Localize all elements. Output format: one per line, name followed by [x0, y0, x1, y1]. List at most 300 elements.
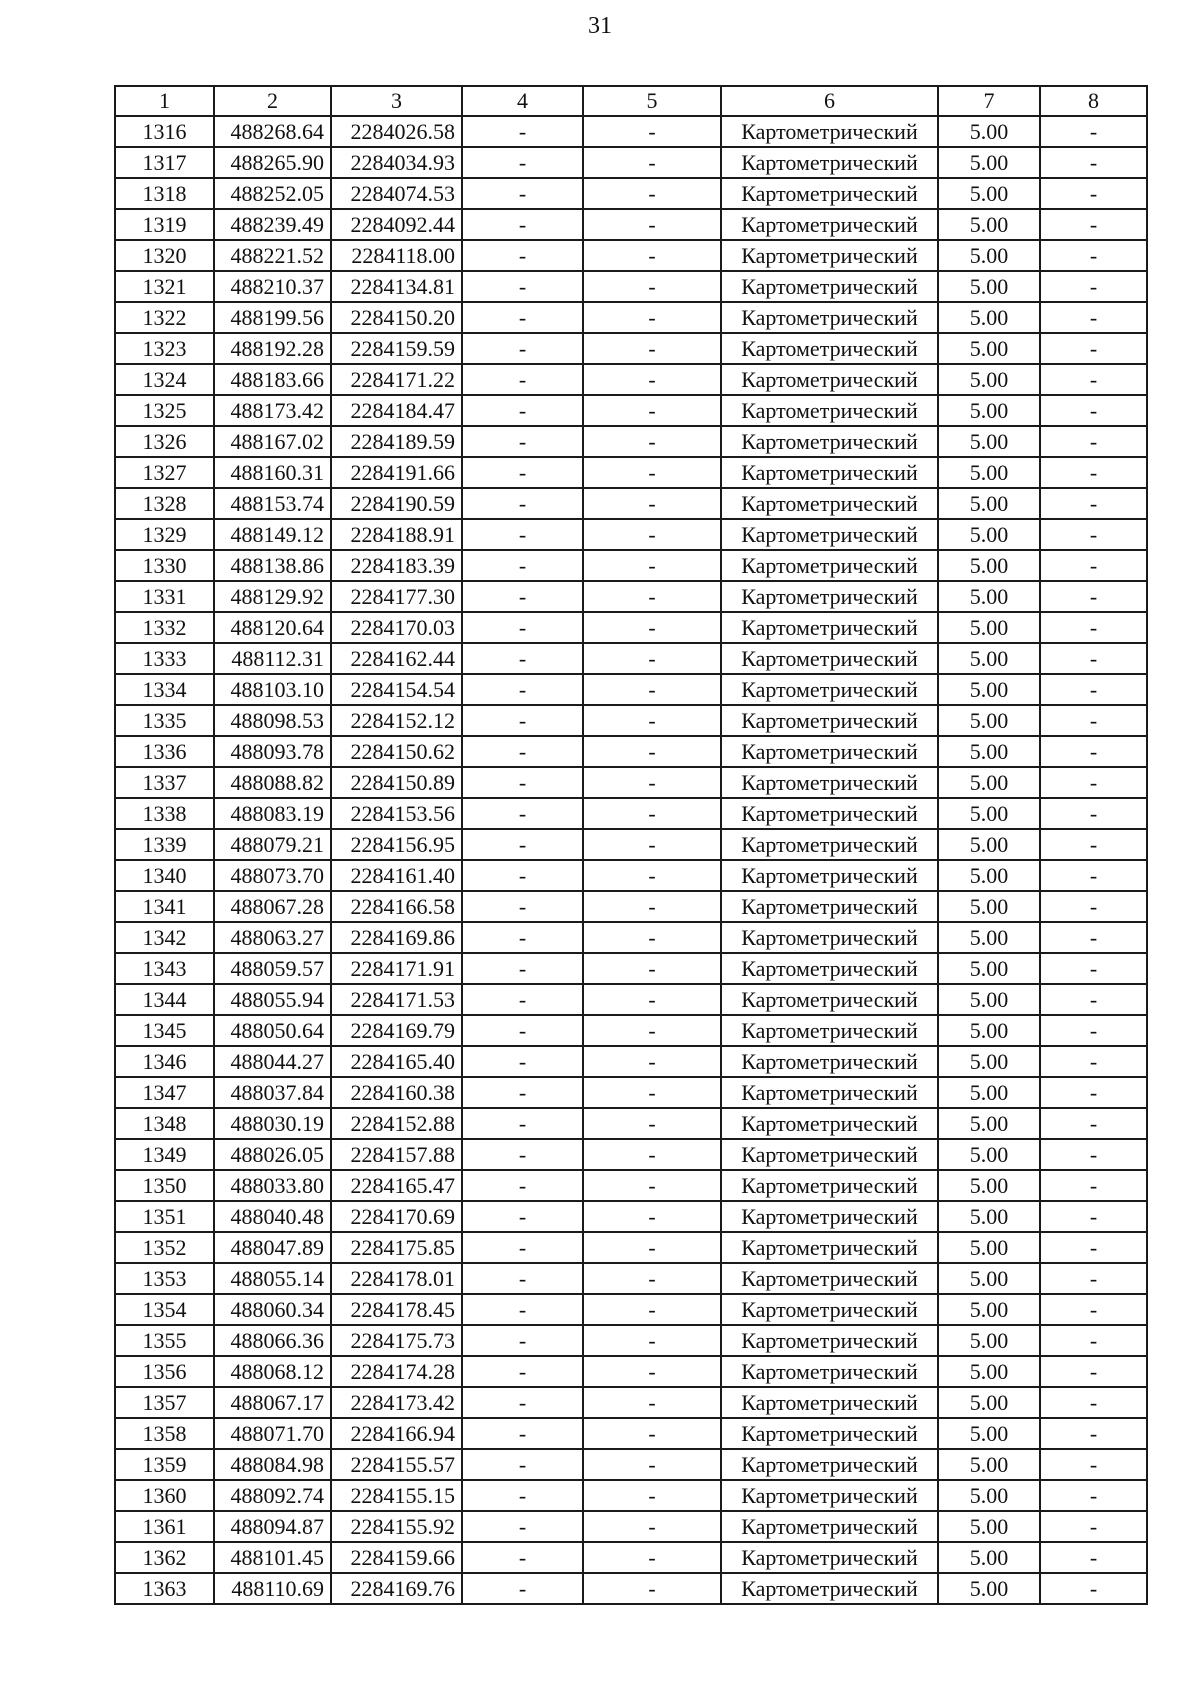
point-number-cell: 1328	[115, 488, 214, 519]
method-cell: Картометрический	[721, 178, 938, 209]
col-4-value-cell: -	[462, 333, 583, 364]
col-4-value-cell: -	[462, 1418, 583, 1449]
y-coordinate-cell: 2284171.22	[331, 364, 462, 395]
accuracy-cell: 5.00	[938, 1201, 1040, 1232]
method-cell: Картометрический	[721, 1511, 938, 1542]
col-5-value-cell: -	[583, 178, 721, 209]
col-8-value-cell: -	[1040, 643, 1147, 674]
col-5-value-cell: -	[583, 1015, 721, 1046]
table-row	[115, 829, 1147, 860]
method-cell: Картометрический	[721, 581, 938, 612]
x-coordinate-cell: 488183.66	[214, 364, 331, 395]
table-row	[115, 1046, 1147, 1077]
x-coordinate-cell: 488221.52	[214, 240, 331, 271]
accuracy-cell: 5.00	[938, 953, 1040, 984]
col-5-value-cell: -	[583, 1294, 721, 1325]
accuracy-cell: 5.00	[938, 1418, 1040, 1449]
col-5-value-cell: -	[583, 798, 721, 829]
accuracy-cell: 5.00	[938, 178, 1040, 209]
col-5-value-cell: -	[583, 147, 721, 178]
table-row	[115, 395, 1147, 426]
accuracy-cell: 5.00	[938, 302, 1040, 333]
method-cell: Картометрический	[721, 860, 938, 891]
method-cell: Картометрический	[721, 426, 938, 457]
point-number-cell: 1362	[115, 1542, 214, 1573]
point-number-cell: 1354	[115, 1294, 214, 1325]
x-coordinate-cell: 488088.82	[214, 767, 331, 798]
y-coordinate-cell: 2284160.38	[331, 1077, 462, 1108]
method-cell: Картометрический	[721, 333, 938, 364]
col-8-value-cell: -	[1040, 798, 1147, 829]
point-number-cell: 1348	[115, 1108, 214, 1139]
point-number-cell: 1324	[115, 364, 214, 395]
x-coordinate-cell: 488239.49	[214, 209, 331, 240]
point-number-cell: 1358	[115, 1418, 214, 1449]
col-4-value-cell: -	[462, 488, 583, 519]
col-4-value-cell: -	[462, 1294, 583, 1325]
point-number-cell: 1320	[115, 240, 214, 271]
col-5-value-cell: -	[583, 829, 721, 860]
col-8-value-cell: -	[1040, 1418, 1147, 1449]
method-cell: Картометрический	[721, 1201, 938, 1232]
col-8-value-cell: -	[1040, 240, 1147, 271]
col-5-value-cell: -	[583, 1573, 721, 1604]
col-8-value-cell: -	[1040, 1263, 1147, 1294]
method-cell: Картометрический	[721, 891, 938, 922]
col-5-value-cell: -	[583, 271, 721, 302]
point-number-cell: 1360	[115, 1480, 214, 1511]
table-row	[115, 1511, 1147, 1542]
table-row	[115, 364, 1147, 395]
y-coordinate-cell: 2284174.28	[331, 1356, 462, 1387]
col-8-value-cell: -	[1040, 147, 1147, 178]
accuracy-cell: 5.00	[938, 395, 1040, 426]
col-4-value-cell: -	[462, 178, 583, 209]
method-cell: Картометрический	[721, 1263, 938, 1294]
col-4-value-cell: -	[462, 302, 583, 333]
point-number-cell: 1330	[115, 550, 214, 581]
col-8-value-cell: -	[1040, 1480, 1147, 1511]
y-coordinate-cell: 2284074.53	[331, 178, 462, 209]
col-4-value-cell: -	[462, 798, 583, 829]
col-8-value-cell: -	[1040, 1232, 1147, 1263]
y-coordinate-cell: 2284159.66	[331, 1542, 462, 1573]
col-8-value-cell: -	[1040, 116, 1147, 147]
col-5-value-cell: -	[583, 209, 721, 240]
col-8-value-cell: -	[1040, 829, 1147, 860]
col-4-value-cell: -	[462, 1201, 583, 1232]
col-4-value-cell: -	[462, 1511, 583, 1542]
accuracy-cell: 5.00	[938, 581, 1040, 612]
col-4-value-cell: -	[462, 364, 583, 395]
col-4-value-cell: -	[462, 1170, 583, 1201]
x-coordinate-cell: 488167.02	[214, 426, 331, 457]
table-row	[115, 674, 1147, 705]
point-number-cell: 1332	[115, 612, 214, 643]
y-coordinate-cell: 2284153.56	[331, 798, 462, 829]
col-5-value-cell: -	[583, 1108, 721, 1139]
col-4-value-cell: -	[462, 1263, 583, 1294]
x-coordinate-cell: 488084.98	[214, 1449, 331, 1480]
point-number-cell: 1335	[115, 705, 214, 736]
table-row	[115, 643, 1147, 674]
accuracy-cell: 5.00	[938, 1449, 1040, 1480]
header-cell: 6	[721, 86, 938, 116]
y-coordinate-cell: 2284190.59	[331, 488, 462, 519]
header-cell: 4	[462, 86, 583, 116]
method-cell: Картометрический	[721, 1573, 938, 1604]
method-cell: Картометрический	[721, 1139, 938, 1170]
col-5-value-cell: -	[583, 302, 721, 333]
header-cell: 7	[938, 86, 1040, 116]
method-cell: Картометрический	[721, 302, 938, 333]
point-number-cell: 1352	[115, 1232, 214, 1263]
col-5-value-cell: -	[583, 116, 721, 147]
table-row	[115, 519, 1147, 550]
accuracy-cell: 5.00	[938, 209, 1040, 240]
col-8-value-cell: -	[1040, 1449, 1147, 1480]
y-coordinate-cell: 2284184.47	[331, 395, 462, 426]
x-coordinate-cell: 488071.70	[214, 1418, 331, 1449]
method-cell: Картометрический	[721, 705, 938, 736]
x-coordinate-cell: 488092.74	[214, 1480, 331, 1511]
x-coordinate-cell: 488160.31	[214, 457, 331, 488]
x-coordinate-cell: 488055.94	[214, 984, 331, 1015]
header-cell: 2	[214, 86, 331, 116]
table-row	[115, 1077, 1147, 1108]
point-number-cell: 1336	[115, 736, 214, 767]
y-coordinate-cell: 2284175.73	[331, 1325, 462, 1356]
x-coordinate-cell: 488055.14	[214, 1263, 331, 1294]
col-4-value-cell: -	[462, 426, 583, 457]
y-coordinate-cell: 2284165.47	[331, 1170, 462, 1201]
x-coordinate-cell: 488040.48	[214, 1201, 331, 1232]
col-5-value-cell: -	[583, 860, 721, 891]
accuracy-cell: 5.00	[938, 550, 1040, 581]
col-4-value-cell: -	[462, 1449, 583, 1480]
x-coordinate-cell: 488101.45	[214, 1542, 331, 1573]
col-8-value-cell: -	[1040, 674, 1147, 705]
col-8-value-cell: -	[1040, 1573, 1147, 1604]
x-coordinate-cell: 488192.28	[214, 333, 331, 364]
header-cell: 1	[115, 86, 214, 116]
col-8-value-cell: -	[1040, 1511, 1147, 1542]
accuracy-cell: 5.00	[938, 1387, 1040, 1418]
x-coordinate-cell: 488110.69	[214, 1573, 331, 1604]
x-coordinate-cell: 488120.64	[214, 612, 331, 643]
col-5-value-cell: -	[583, 1077, 721, 1108]
method-cell: Картометрический	[721, 798, 938, 829]
y-coordinate-cell: 2284159.59	[331, 333, 462, 364]
y-coordinate-cell: 2284155.92	[331, 1511, 462, 1542]
col-5-value-cell: -	[583, 364, 721, 395]
table-row	[115, 271, 1147, 302]
accuracy-cell: 5.00	[938, 1325, 1040, 1356]
col-5-value-cell: -	[583, 767, 721, 798]
point-number-cell: 1344	[115, 984, 214, 1015]
accuracy-cell: 5.00	[938, 767, 1040, 798]
col-8-value-cell: -	[1040, 922, 1147, 953]
col-8-value-cell: -	[1040, 1201, 1147, 1232]
col-4-value-cell: -	[462, 736, 583, 767]
point-number-cell: 1322	[115, 302, 214, 333]
table-row	[115, 767, 1147, 798]
accuracy-cell: 5.00	[938, 984, 1040, 1015]
col-4-value-cell: -	[462, 860, 583, 891]
point-number-cell: 1338	[115, 798, 214, 829]
x-coordinate-cell: 488252.05	[214, 178, 331, 209]
x-coordinate-cell: 488112.31	[214, 643, 331, 674]
x-coordinate-cell: 488059.57	[214, 953, 331, 984]
table-row	[115, 1418, 1147, 1449]
col-4-value-cell: -	[462, 1325, 583, 1356]
col-8-value-cell: -	[1040, 860, 1147, 891]
accuracy-cell: 5.00	[938, 829, 1040, 860]
method-cell: Картометрический	[721, 1170, 938, 1201]
col-5-value-cell: -	[583, 1170, 721, 1201]
method-cell: Картометрический	[721, 643, 938, 674]
col-4-value-cell: -	[462, 240, 583, 271]
method-cell: Картометрический	[721, 1108, 938, 1139]
accuracy-cell: 5.00	[938, 798, 1040, 829]
method-cell: Картометрический	[721, 147, 938, 178]
accuracy-cell: 5.00	[938, 519, 1040, 550]
col-5-value-cell: -	[583, 1449, 721, 1480]
accuracy-cell: 5.00	[938, 1356, 1040, 1387]
x-coordinate-cell: 488073.70	[214, 860, 331, 891]
col-4-value-cell: -	[462, 891, 583, 922]
col-4-value-cell: -	[462, 953, 583, 984]
point-number-cell: 1319	[115, 209, 214, 240]
x-coordinate-cell: 488149.12	[214, 519, 331, 550]
col-4-value-cell: -	[462, 1232, 583, 1263]
method-cell: Картометрический	[721, 1480, 938, 1511]
point-number-cell: 1326	[115, 426, 214, 457]
method-cell: Картометрический	[721, 1325, 938, 1356]
accuracy-cell: 5.00	[938, 674, 1040, 705]
y-coordinate-cell: 2284171.91	[331, 953, 462, 984]
y-coordinate-cell: 2284189.59	[331, 426, 462, 457]
method-cell: Картометрический	[721, 612, 938, 643]
col-8-value-cell: -	[1040, 1387, 1147, 1418]
accuracy-cell: 5.00	[938, 1542, 1040, 1573]
table-row	[115, 1542, 1147, 1573]
col-4-value-cell: -	[462, 674, 583, 705]
col-8-value-cell: -	[1040, 426, 1147, 457]
accuracy-cell: 5.00	[938, 1263, 1040, 1294]
col-5-value-cell: -	[583, 1232, 721, 1263]
point-number-cell: 1361	[115, 1511, 214, 1542]
method-cell: Картометрический	[721, 1015, 938, 1046]
col-5-value-cell: -	[583, 1542, 721, 1573]
method-cell: Картометрический	[721, 240, 938, 271]
method-cell: Картометрический	[721, 984, 938, 1015]
table-row	[115, 333, 1147, 364]
y-coordinate-cell: 2284175.85	[331, 1232, 462, 1263]
x-coordinate-cell: 488067.17	[214, 1387, 331, 1418]
table-row	[115, 1480, 1147, 1511]
col-4-value-cell: -	[462, 1480, 583, 1511]
y-coordinate-cell: 2284134.81	[331, 271, 462, 302]
x-coordinate-cell: 488063.27	[214, 922, 331, 953]
method-cell: Картометрический	[721, 550, 938, 581]
col-8-value-cell: -	[1040, 209, 1147, 240]
table-row	[115, 1263, 1147, 1294]
col-4-value-cell: -	[462, 1356, 583, 1387]
y-coordinate-cell: 2284152.12	[331, 705, 462, 736]
accuracy-cell: 5.00	[938, 426, 1040, 457]
x-coordinate-cell: 488094.87	[214, 1511, 331, 1542]
table-row	[115, 612, 1147, 643]
col-5-value-cell: -	[583, 426, 721, 457]
x-coordinate-cell: 488138.86	[214, 550, 331, 581]
col-4-value-cell: -	[462, 1542, 583, 1573]
x-coordinate-cell: 488129.92	[214, 581, 331, 612]
col-8-value-cell: -	[1040, 395, 1147, 426]
col-4-value-cell: -	[462, 705, 583, 736]
point-number-cell: 1355	[115, 1325, 214, 1356]
y-coordinate-cell: 2284178.45	[331, 1294, 462, 1325]
x-coordinate-cell: 488044.27	[214, 1046, 331, 1077]
y-coordinate-cell: 2284155.15	[331, 1480, 462, 1511]
col-5-value-cell: -	[583, 1263, 721, 1294]
method-cell: Картометрический	[721, 395, 938, 426]
x-coordinate-cell: 488047.89	[214, 1232, 331, 1263]
method-cell: Картометрический	[721, 922, 938, 953]
col-5-value-cell: -	[583, 1387, 721, 1418]
accuracy-cell: 5.00	[938, 860, 1040, 891]
point-number-cell: 1346	[115, 1046, 214, 1077]
col-4-value-cell: -	[462, 1387, 583, 1418]
col-8-value-cell: -	[1040, 1046, 1147, 1077]
table-row	[115, 550, 1147, 581]
y-coordinate-cell: 2284169.79	[331, 1015, 462, 1046]
point-number-cell: 1337	[115, 767, 214, 798]
accuracy-cell: 5.00	[938, 705, 1040, 736]
point-number-cell: 1329	[115, 519, 214, 550]
y-coordinate-cell: 2284166.94	[331, 1418, 462, 1449]
y-coordinate-cell: 2284154.54	[331, 674, 462, 705]
col-5-value-cell: -	[583, 457, 721, 488]
col-8-value-cell: -	[1040, 1015, 1147, 1046]
col-4-value-cell: -	[462, 116, 583, 147]
point-number-cell: 1349	[115, 1139, 214, 1170]
y-coordinate-cell: 2284166.58	[331, 891, 462, 922]
col-4-value-cell: -	[462, 519, 583, 550]
col-8-value-cell: -	[1040, 178, 1147, 209]
y-coordinate-cell: 2284150.89	[331, 767, 462, 798]
col-4-value-cell: -	[462, 1077, 583, 1108]
x-coordinate-cell: 488199.56	[214, 302, 331, 333]
point-number-cell: 1325	[115, 395, 214, 426]
col-5-value-cell: -	[583, 674, 721, 705]
col-5-value-cell: -	[583, 953, 721, 984]
col-5-value-cell: -	[583, 1046, 721, 1077]
method-cell: Картометрический	[721, 488, 938, 519]
method-cell: Картометрический	[721, 1387, 938, 1418]
table-row	[115, 457, 1147, 488]
table-row	[115, 116, 1147, 147]
col-5-value-cell: -	[583, 395, 721, 426]
accuracy-cell: 5.00	[938, 1232, 1040, 1263]
x-coordinate-cell: 488060.34	[214, 1294, 331, 1325]
col-4-value-cell: -	[462, 457, 583, 488]
x-coordinate-cell: 488066.36	[214, 1325, 331, 1356]
point-number-cell: 1347	[115, 1077, 214, 1108]
col-5-value-cell: -	[583, 705, 721, 736]
point-number-cell: 1317	[115, 147, 214, 178]
col-4-value-cell: -	[462, 1046, 583, 1077]
col-8-value-cell: -	[1040, 364, 1147, 395]
table-row	[115, 209, 1147, 240]
accuracy-cell: 5.00	[938, 891, 1040, 922]
y-coordinate-cell: 2284162.44	[331, 643, 462, 674]
accuracy-cell: 5.00	[938, 1108, 1040, 1139]
x-coordinate-cell: 488093.78	[214, 736, 331, 767]
col-4-value-cell: -	[462, 147, 583, 178]
point-number-cell: 1334	[115, 674, 214, 705]
col-5-value-cell: -	[583, 1201, 721, 1232]
col-4-value-cell: -	[462, 209, 583, 240]
y-coordinate-cell: 2284170.69	[331, 1201, 462, 1232]
col-8-value-cell: -	[1040, 1139, 1147, 1170]
col-4-value-cell: -	[462, 271, 583, 302]
x-coordinate-cell: 488050.64	[214, 1015, 331, 1046]
table-row	[115, 736, 1147, 767]
col-5-value-cell: -	[583, 984, 721, 1015]
col-5-value-cell: -	[583, 643, 721, 674]
col-8-value-cell: -	[1040, 550, 1147, 581]
accuracy-cell: 5.00	[938, 1046, 1040, 1077]
point-number-cell: 1353	[115, 1263, 214, 1294]
col-5-value-cell: -	[583, 1480, 721, 1511]
point-number-cell: 1331	[115, 581, 214, 612]
x-coordinate-cell: 488079.21	[214, 829, 331, 860]
col-8-value-cell: -	[1040, 519, 1147, 550]
col-8-value-cell: -	[1040, 333, 1147, 364]
y-coordinate-cell: 2284171.53	[331, 984, 462, 1015]
method-cell: Картометрический	[721, 457, 938, 488]
header-cell: 3	[331, 86, 462, 116]
accuracy-cell: 5.00	[938, 240, 1040, 271]
table-row	[115, 922, 1147, 953]
accuracy-cell: 5.00	[938, 736, 1040, 767]
x-coordinate-cell: 488210.37	[214, 271, 331, 302]
col-5-value-cell: -	[583, 736, 721, 767]
point-number-cell: 1357	[115, 1387, 214, 1418]
table-row	[115, 240, 1147, 271]
y-coordinate-cell: 2284169.76	[331, 1573, 462, 1604]
col-8-value-cell: -	[1040, 1356, 1147, 1387]
table-row	[115, 302, 1147, 333]
accuracy-cell: 5.00	[938, 1511, 1040, 1542]
y-coordinate-cell: 2284034.93	[331, 147, 462, 178]
col-5-value-cell: -	[583, 519, 721, 550]
y-coordinate-cell: 2284150.20	[331, 302, 462, 333]
table-row	[115, 860, 1147, 891]
method-cell: Картометрический	[721, 1418, 938, 1449]
x-coordinate-cell: 488033.80	[214, 1170, 331, 1201]
point-number-cell: 1318	[115, 178, 214, 209]
y-coordinate-cell: 2284178.01	[331, 1263, 462, 1294]
accuracy-cell: 5.00	[938, 488, 1040, 519]
method-cell: Картометрический	[721, 829, 938, 860]
table-row	[115, 581, 1147, 612]
accuracy-cell: 5.00	[938, 147, 1040, 178]
x-coordinate-cell: 488067.28	[214, 891, 331, 922]
x-coordinate-cell: 488068.12	[214, 1356, 331, 1387]
table-row	[115, 1015, 1147, 1046]
